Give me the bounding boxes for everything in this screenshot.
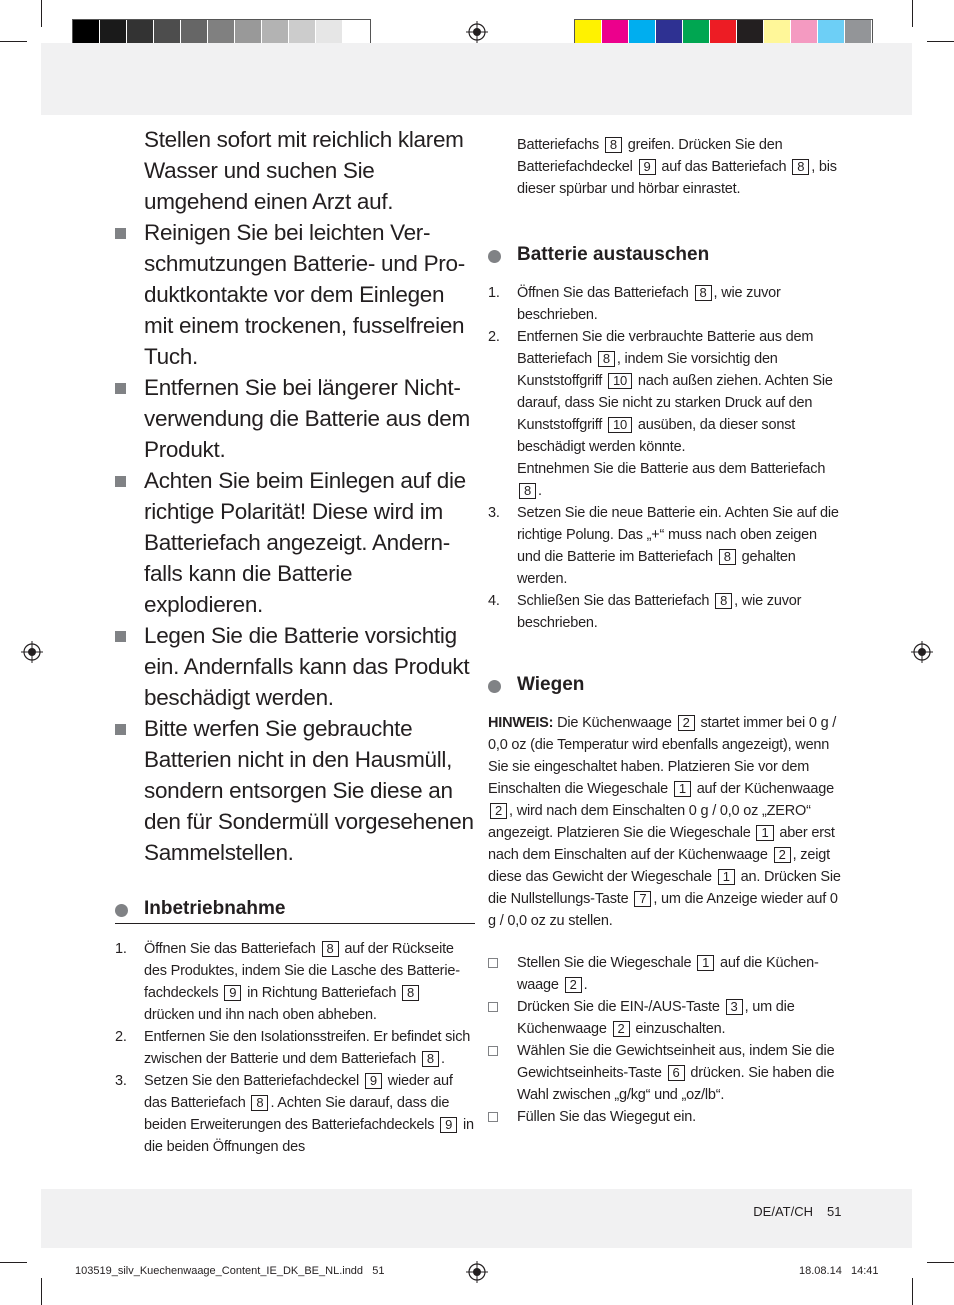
- text-run: in Richtung Batteriefach: [243, 985, 401, 1001]
- text-run: Wählen Sie die Gewichtseinheit aus, indem Sie die Gewichtseinheits-Taste: [517, 1043, 835, 1081]
- reference-number-box: 8: [605, 137, 622, 153]
- step-extra-text: [517, 458, 844, 502]
- reference-number-box: 8: [519, 483, 536, 499]
- file-slug: 103519_silv_Kuechenwaage_Content_IE_DK_BE_NL.indd 51: [75, 1265, 385, 1277]
- checkbox-square-icon: [488, 1112, 498, 1122]
- hinweis-label: HINWEIS:: [488, 715, 554, 731]
- square-bullet-icon: [115, 476, 126, 487]
- square-bullet-icon: [115, 631, 126, 642]
- bullet-dot-icon: [488, 250, 501, 263]
- text-run: gehalten werden.: [517, 549, 796, 587]
- text-run: drücken. Sie haben die Wahl zwischen „g/kg“ und „oz/lb“.: [517, 1065, 835, 1103]
- safety-bullet-item: [115, 620, 475, 713]
- reference-number-box: 8: [715, 593, 732, 609]
- numbered-step: [115, 1026, 475, 1070]
- text-run: auf das Batteriefach: [657, 159, 791, 175]
- heading-text: Inbetriebnahme: [144, 898, 286, 919]
- reference-number-box: 9: [365, 1073, 382, 1089]
- step-number: 2.: [115, 1029, 127, 1045]
- page-number: 51: [827, 1204, 842, 1219]
- heading-text: Wiegen: [517, 674, 585, 695]
- checkbox-square-icon: [488, 958, 498, 968]
- left-column: [115, 124, 475, 1158]
- safety-bullet-item: [115, 372, 475, 465]
- footer-language: DE/AT/CH: [753, 1204, 813, 1219]
- text-run: aber erst nach dem Einschalten auf der Küchenwaage: [488, 825, 835, 863]
- registration-mark-icon: [466, 21, 488, 43]
- crop-mark: [912, 1278, 913, 1305]
- bullet-text: Achten Sie beim Einlegen auf die richtige Polarität! Diese wird im Batteriefach angezeigt. Andernfalls kann die Batterie explodieren.: [144, 468, 466, 617]
- bullet-text: Entfernen Sie bei längerer Nichtverwendung die Batterie aus dem Produkt.: [144, 375, 470, 462]
- crop-mark: [0, 41, 27, 42]
- text-run: auf die Küchenwaage: [517, 955, 819, 993]
- text-run: Die Küchenwaage: [553, 715, 676, 731]
- text-run: greifen. Drücken Sie den Batteriefachdeckel: [517, 137, 783, 175]
- reference-number-box: 1: [718, 869, 735, 885]
- reference-number-box: 9: [224, 985, 241, 1001]
- text-run: , um die Anzeige wieder auf 0 g / 0,0 oz zu stellen.: [488, 891, 838, 929]
- text-run: drücken und ihn nach oben abheben.: [144, 1007, 377, 1023]
- text-run: Drücken Sie die EIN-/AUS-Taste: [517, 999, 724, 1015]
- bullet-text: Legen Sie die Batterie vorsichtig ein. Andernfalls kann das Produkt beschädigt werden.: [144, 623, 470, 710]
- header-band: [41, 43, 912, 115]
- numbered-step: [488, 590, 844, 634]
- text-run: in die beiden Öffnungen des: [144, 1117, 474, 1155]
- numbered-step: [115, 938, 475, 1026]
- section-heading-wiegen: [488, 674, 844, 696]
- square-bullet-icon: [115, 724, 126, 735]
- text-run: startet immer bei 0 g / 0,0 oz (die Temperatur wird ebenfalls angezeigt), wenn Sie sie eingeschaltet haben. Platzieren Sie vor dem Einschalten die Wiegeschale: [488, 715, 837, 797]
- text-run: Füllen Sie das Wiegegut ein.: [517, 1109, 696, 1125]
- text-run: Öffnen Sie das Batteriefach: [517, 285, 693, 301]
- bullet-dot-icon: [115, 904, 128, 917]
- intro-continuation: Stellen sofort mit reichlich klarem Wasser und suchen Sie umgehend einen Arzt auf.: [144, 127, 464, 214]
- text-run: , wie zuvor beschrieben.: [517, 593, 802, 631]
- wiegen-checklist: [488, 952, 844, 1128]
- reference-number-box: 2: [565, 977, 582, 993]
- text-run: wieder auf das Batteriefach: [144, 1073, 453, 1111]
- text-run: ausüben, da dieser sonst beschädigt werden könnte.: [517, 417, 796, 455]
- reference-number-box: 6: [668, 1065, 685, 1081]
- text-run: , indem Sie vorsichtig den Kunststoffgriff: [517, 351, 778, 389]
- reference-number-box: 2: [774, 847, 791, 863]
- safety-bullet-list: [115, 217, 475, 868]
- date-slug: 18.08.14 14:41: [799, 1265, 879, 1277]
- text-run: Setzen Sie den Batteriefachdeckel: [144, 1073, 363, 1089]
- hinweis-paragraph: [488, 712, 844, 932]
- crop-mark: [927, 41, 954, 42]
- text-run: auf der Küchenwaage: [692, 781, 834, 797]
- section-heading-inbetriebnahme: [115, 898, 475, 924]
- checklist-item: [488, 1040, 844, 1106]
- crop-mark: [41, 0, 42, 27]
- registration-mark-icon: [911, 641, 933, 663]
- text-run: .: [440, 1051, 445, 1067]
- step-number: 1.: [488, 285, 500, 301]
- reference-number-box: 8: [792, 159, 809, 175]
- text-run: an. Drücken Sie die Nullstellungs-Taste: [488, 869, 841, 907]
- text-run: , wie zuvor beschrieben.: [517, 285, 781, 323]
- reference-number-box: 9: [440, 1117, 457, 1133]
- step-number: 1.: [115, 941, 127, 957]
- text-run: Entfernen Sie den Isolationsstreifen. Er befindet sich zwischen der Batterie und dem Batteriefach: [144, 1029, 471, 1067]
- safety-bullet-item: [115, 713, 475, 868]
- reference-number-box: 1: [674, 781, 691, 797]
- bullet-text: Reinigen Sie bei leichten Verschmutzungen Batterie- und Produktkontakte vor dem Einlegen mit einem trockenen, fusselfreien Tuch.: [144, 220, 466, 369]
- reference-number-box: 10: [608, 373, 632, 389]
- crop-mark: [927, 1262, 954, 1263]
- text-run: , um die Küchenwaage: [517, 999, 795, 1037]
- heading-text: Batterie austauschen: [517, 244, 710, 265]
- reference-number-box: 8: [322, 941, 339, 957]
- text-run: Stellen Sie die Wiegeschale: [517, 955, 696, 971]
- austausch-steps: [488, 282, 844, 634]
- checkbox-square-icon: [488, 1002, 498, 1012]
- reference-number-box: 3: [726, 999, 743, 1015]
- text-run: nach außen ziehen. Achten Sie darauf, dass Sie nicht zu starken Druck auf den Kunststoffgriff: [517, 373, 833, 433]
- text-run: , zeigt diese das Gewicht der Wiegeschale: [488, 847, 830, 885]
- text-run: , bis dieser spürbar und hörbar einrastet.: [517, 159, 837, 197]
- text-run: Entfernen Sie die verbrauchte Batterie aus dem Batteriefach: [517, 329, 814, 367]
- text-run: Entnehmen Sie die Batterie aus dem Batteriefach: [517, 461, 826, 477]
- reference-number-box: 1: [756, 825, 773, 841]
- section-heading-batterie-austauschen: [488, 244, 844, 266]
- reference-number-box: 8: [695, 285, 712, 301]
- bullet-text: Bitte werfen Sie gebrauchte Batterien nicht in den Hausmüll, sondern entsorgen Sie diese an den für Sondermüll vorgesehenen Sammelstellen.: [144, 716, 474, 865]
- square-bullet-icon: [115, 228, 126, 239]
- text-run: Batteriefachs: [517, 137, 603, 153]
- reference-number-box: 9: [639, 159, 656, 175]
- reference-number-box: 8: [251, 1095, 268, 1111]
- registration-mark-icon: [21, 641, 43, 663]
- safety-bullet-item: [115, 465, 475, 620]
- numbered-step: [488, 326, 844, 502]
- square-bullet-icon: [115, 383, 126, 394]
- checklist-item: [488, 996, 844, 1040]
- checklist-item: [488, 952, 844, 996]
- reference-number-box: 2: [678, 715, 695, 731]
- text-run: .: [583, 977, 588, 993]
- reference-number-box: 8: [598, 351, 615, 367]
- step-number: 3.: [115, 1073, 127, 1089]
- reference-number-box: 2: [490, 803, 507, 819]
- text-run: . Achten Sie darauf, dass die beiden Erweiterungen des Batteriefachdeckels: [144, 1095, 450, 1133]
- continuation-paragraph: [488, 134, 844, 200]
- reference-number-box: 2: [613, 1021, 630, 1037]
- numbered-step: [488, 502, 844, 590]
- text-run: Setzen Sie die neue Batterie ein. Achten Sie auf die richtige Polung. Das „+“ muss nach oben zeigen und die Batterie im Batteriefach: [517, 505, 839, 565]
- step-number: 3.: [488, 505, 500, 521]
- reference-number-box: 10: [608, 417, 632, 433]
- checklist-item: [488, 1106, 844, 1128]
- numbered-step: [488, 282, 844, 326]
- inbetriebnahme-steps: [115, 938, 475, 1158]
- text-run: einzuschalten.: [631, 1021, 726, 1037]
- text-run: .: [538, 483, 542, 499]
- reference-number-box: 1: [697, 955, 714, 971]
- right-column: [488, 134, 844, 1128]
- text-run: Schließen Sie das Batteriefach: [517, 593, 714, 609]
- crop-mark: [41, 1278, 42, 1305]
- reference-number-box: 8: [719, 549, 736, 565]
- registration-mark-icon: [466, 1261, 488, 1283]
- step-number: 2.: [488, 329, 500, 345]
- text-run: auf der Rückseite des Produktes, indem Sie die Lasche des Batteriefachdeckels: [144, 941, 461, 1001]
- crop-mark: [0, 1262, 27, 1263]
- safety-bullet-item: [115, 217, 475, 372]
- reference-number-box: 8: [422, 1051, 439, 1067]
- checkbox-square-icon: [488, 1046, 498, 1056]
- reference-number-box: 7: [634, 891, 651, 907]
- bullet-dot-icon: [488, 680, 501, 693]
- reference-number-box: 8: [402, 985, 419, 1001]
- numbered-step: [115, 1070, 475, 1158]
- text-run: , wird nach dem Einschalten 0 g / 0,0 oz „ZERO“ angezeigt. Platzieren Sie die Wiegeschale: [488, 803, 811, 841]
- text-run: Öffnen Sie das Batteriefach: [144, 941, 320, 957]
- crop-mark: [912, 0, 913, 27]
- step-number: 4.: [488, 593, 500, 609]
